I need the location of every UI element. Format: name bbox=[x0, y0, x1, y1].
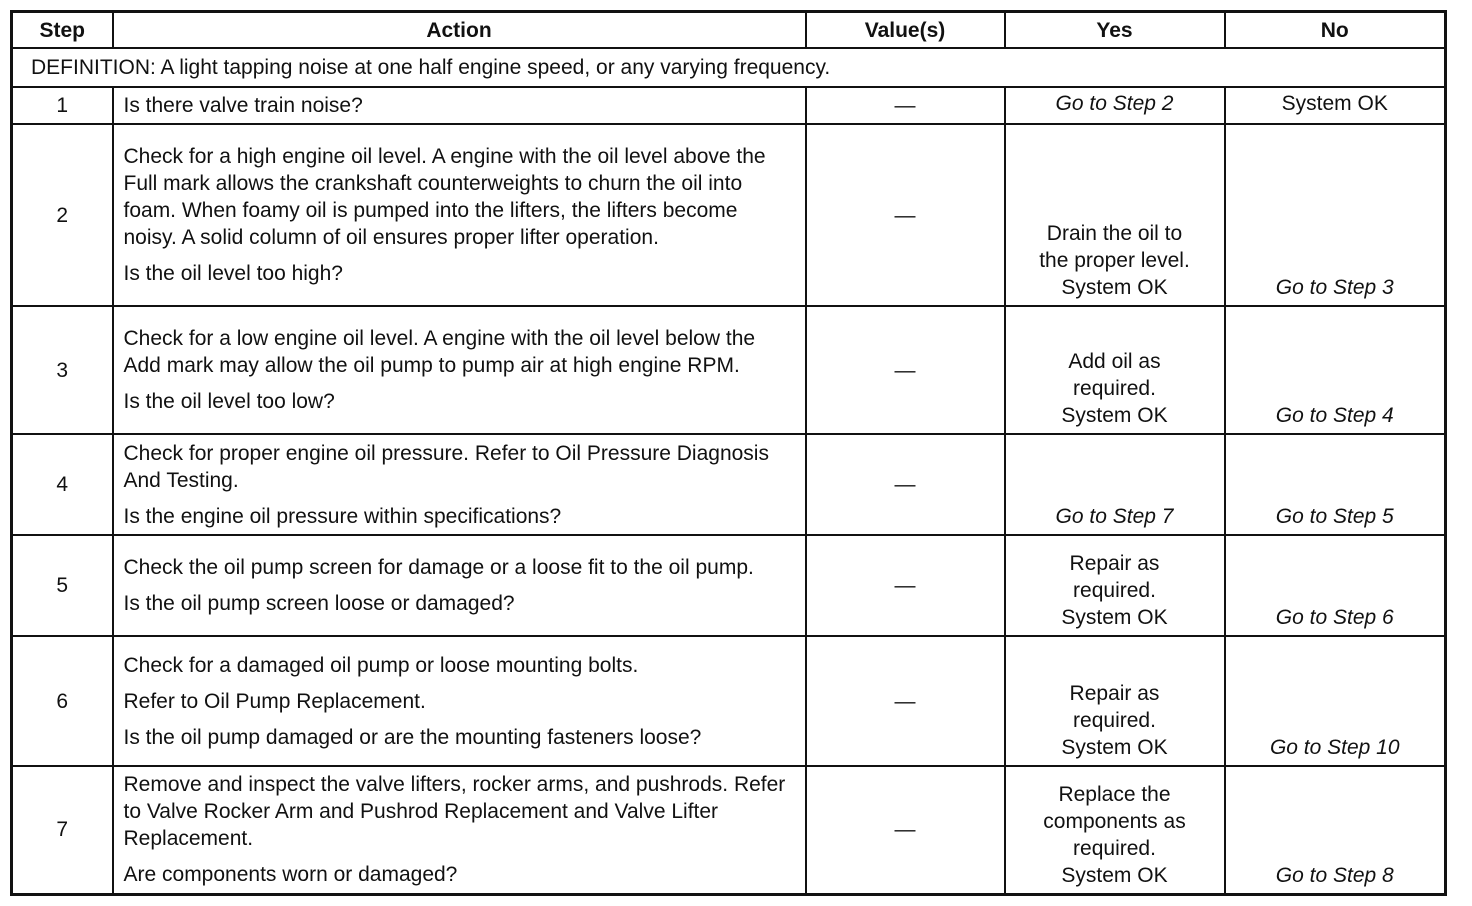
yes-result bbox=[1005, 766, 1225, 894]
table-row bbox=[12, 306, 1446, 434]
header-no: No bbox=[1225, 12, 1446, 49]
no-result-line: System OK bbox=[1281, 92, 1388, 115]
value-cell: — bbox=[806, 766, 1005, 894]
yes-result-line: Add oil as bbox=[1068, 350, 1161, 373]
yes-result bbox=[1005, 124, 1225, 306]
action-question: Is the oil level too high? bbox=[123, 262, 343, 285]
value-cell: — bbox=[806, 434, 1005, 535]
action-text: Check for a damaged oil pump or loose mounting bolts. bbox=[123, 653, 639, 677]
no-result-line: Go to Step 3 bbox=[1275, 276, 1394, 299]
yes-result-line: components as bbox=[1043, 809, 1186, 833]
no-result bbox=[1225, 124, 1446, 306]
step-number: 7 bbox=[12, 766, 113, 894]
yes-result-line: required. bbox=[1073, 709, 1156, 732]
action-question: Is the engine oil pressure within specifications? bbox=[123, 504, 562, 528]
yes-result-line: System OK bbox=[1061, 736, 1168, 759]
yes-result-line: Repair as bbox=[1069, 682, 1160, 705]
yes-result-line: required. bbox=[1073, 377, 1156, 400]
no-result bbox=[1225, 535, 1446, 636]
value-cell: — bbox=[806, 535, 1005, 636]
no-result bbox=[1225, 636, 1446, 766]
action-cell bbox=[113, 766, 806, 894]
step-number: 5 bbox=[12, 535, 113, 636]
no-result-line: Go to Step 10 bbox=[1269, 736, 1400, 759]
diagnostic-table bbox=[10, 10, 1447, 896]
table-row bbox=[12, 87, 1446, 124]
yes-result-line: Drain the oil to bbox=[1046, 222, 1183, 245]
value-cell: — bbox=[806, 87, 1005, 124]
table-row bbox=[12, 124, 1446, 306]
step-number: 3 bbox=[12, 306, 113, 434]
action-question: Is the oil pump damaged or are the mounting fasteners loose? bbox=[123, 725, 702, 749]
action-text: Check for a low engine oil level. A engine with the oil level below the Add mark may allow the oil pump to pump air at high engine RPM. bbox=[123, 327, 756, 377]
action-cell bbox=[113, 535, 806, 636]
action-cell bbox=[113, 306, 806, 434]
yes-result-line: Go to Step 7 bbox=[1055, 505, 1174, 528]
step-number: 6 bbox=[12, 636, 113, 766]
no-result-line: Go to Step 8 bbox=[1275, 863, 1394, 887]
definition-row bbox=[12, 48, 1446, 87]
yes-result-line: Go to Step 2 bbox=[1055, 92, 1174, 115]
yes-result-line: required. bbox=[1073, 579, 1156, 602]
yes-result bbox=[1005, 306, 1225, 434]
yes-result-line: System OK bbox=[1061, 276, 1168, 299]
action-cell bbox=[113, 434, 806, 535]
table-row bbox=[12, 636, 1446, 766]
header-step: Step bbox=[12, 12, 113, 49]
action-text: Check for a high engine oil level. A engine with the oil level above the Full mark allows the crankshaft counterweights to churn the oil into foam. When foamy oil is pumped into the lifters, the lifters become noisy. A solid column of oil ensures proper lifter operation. bbox=[123, 145, 766, 249]
action-text: Remove and inspect the valve lifters, rocker arms, and pushrods. Refer to Valve Rocker Arm and Pushrod Replacement and Valve Lifter Replacement. bbox=[123, 773, 786, 851]
action-cell bbox=[113, 87, 806, 124]
action-question: Is the oil pump screen loose or damaged? bbox=[123, 592, 515, 615]
yes-result-line: System OK bbox=[1061, 606, 1168, 629]
action-cell bbox=[113, 124, 806, 306]
yes-result-line: the proper level. bbox=[1039, 249, 1190, 272]
no-result bbox=[1225, 87, 1446, 124]
value-cell: — bbox=[806, 306, 1005, 434]
action-text: Is there valve train noise? bbox=[123, 94, 363, 117]
header-action: Action bbox=[113, 12, 806, 49]
yes-result bbox=[1005, 87, 1225, 124]
action-text: Refer to Oil Pump Replacement. bbox=[123, 689, 426, 713]
table-row bbox=[12, 766, 1446, 894]
yes-result bbox=[1005, 434, 1225, 535]
yes-result-line: required. bbox=[1073, 836, 1156, 860]
yes-result-line: System OK bbox=[1061, 404, 1168, 427]
value-cell: — bbox=[806, 124, 1005, 306]
table-row bbox=[12, 434, 1446, 535]
step-number: 1 bbox=[12, 87, 113, 124]
table-row bbox=[12, 535, 1446, 636]
definition-text: DEFINITION: A light tapping noise at one half engine speed, or any varying frequency. bbox=[12, 48, 1446, 87]
action-cell bbox=[113, 636, 806, 766]
action-text: Check for proper engine oil pressure. Refer to Oil Pressure Diagnosis And Testing. bbox=[123, 441, 769, 492]
header-values: Value(s) bbox=[806, 12, 1005, 49]
step-number: 2 bbox=[12, 124, 113, 306]
action-question: Is the oil level too low? bbox=[123, 390, 335, 413]
step-number: 4 bbox=[12, 434, 113, 535]
yes-result-line: Repair as bbox=[1069, 552, 1160, 575]
header-row bbox=[12, 12, 1446, 49]
action-text: Check the oil pump screen for damage or a loose fit to the oil pump. bbox=[123, 556, 754, 579]
header-yes: Yes bbox=[1005, 12, 1225, 49]
no-result-line: Go to Step 6 bbox=[1275, 606, 1394, 629]
yes-result-line: Replace the bbox=[1058, 782, 1171, 806]
no-result bbox=[1225, 434, 1446, 535]
no-result-line: Go to Step 5 bbox=[1275, 505, 1394, 528]
yes-result bbox=[1005, 636, 1225, 766]
value-cell: — bbox=[806, 636, 1005, 766]
no-result-line: Go to Step 4 bbox=[1275, 404, 1394, 427]
yes-result bbox=[1005, 535, 1225, 636]
yes-result-line: System OK bbox=[1061, 863, 1168, 887]
no-result bbox=[1225, 766, 1446, 894]
no-result bbox=[1225, 306, 1446, 434]
action-question: Are components worn or damaged? bbox=[123, 863, 458, 887]
